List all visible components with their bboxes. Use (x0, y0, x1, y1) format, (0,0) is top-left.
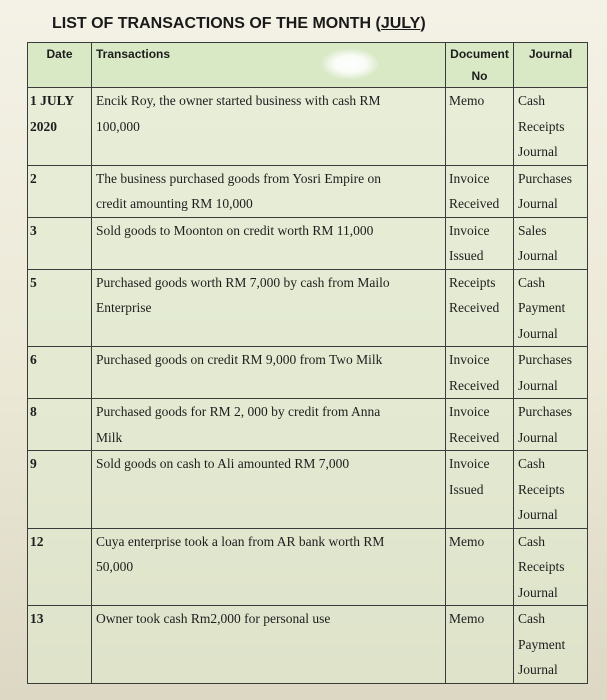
date-line: 9 (30, 456, 37, 471)
journal-line: Cash (518, 533, 545, 549)
light-glare (322, 49, 378, 79)
transaction-cell (92, 451, 446, 529)
transaction-line: Purchased goods for RM 2, 000 by credit from Anna (96, 404, 381, 419)
journal-line: Journal (518, 429, 558, 445)
journal-line: Journal (518, 325, 558, 341)
journal-cell (514, 451, 588, 529)
journal-cell (514, 269, 588, 347)
journal-cell (514, 88, 588, 166)
transaction-cell (92, 217, 446, 269)
journal-cell (514, 347, 588, 399)
transaction-line: Purchased goods on credit RM 9,000 from Two Milk (96, 352, 383, 367)
header-date: Date (28, 43, 92, 88)
journal-cell (514, 528, 588, 606)
document-line: Invoice (449, 456, 490, 471)
journal-line: Purchases (518, 352, 572, 367)
transaction-line: Purchased goods worth RM 7,000 by cash from Mailo (96, 274, 390, 290)
title-main: LIST OF TRANSACTIONS OF THE MONTH ( (52, 15, 381, 32)
date-line: 6 (30, 352, 37, 367)
document-cell (446, 269, 514, 347)
transaction-line: Cuya enterprise took a loan from AR bank worth RM (96, 533, 385, 549)
journal-line: Purchases (518, 404, 572, 419)
date-line: 12 (30, 533, 44, 549)
document-line: Memo (449, 611, 485, 626)
table-row (28, 269, 588, 347)
transaction-line: Enterprise (96, 300, 152, 315)
document-cell (446, 347, 514, 399)
transaction-cell (92, 606, 446, 684)
transaction-line: 100,000 (96, 118, 140, 134)
journal-line: Journal (518, 248, 558, 263)
document-line: Receipts (449, 274, 496, 290)
document-line: Received (449, 377, 500, 393)
date-cell (28, 347, 92, 399)
journal-line: Payment (518, 300, 566, 315)
transaction-line: Milk (96, 429, 123, 445)
table-header-row (28, 43, 588, 88)
date-line: 1 JULY (30, 93, 75, 108)
transaction-cell (92, 399, 446, 451)
transactions-table (27, 42, 588, 684)
document-line: Memo (449, 93, 485, 108)
journal-line: Receipts (518, 481, 565, 497)
document-line: Received (449, 196, 500, 211)
journal-line: Cash (518, 611, 545, 626)
document-cell (446, 399, 514, 451)
document-line: Issued (449, 248, 484, 263)
journal-line: Receipts (518, 559, 565, 574)
document-cell (446, 217, 514, 269)
transaction-cell (92, 347, 446, 399)
document-line: Issued (449, 481, 484, 497)
date-cell (28, 606, 92, 684)
document-line: Invoice (449, 352, 490, 367)
document-line: Received (449, 429, 500, 445)
table-row (28, 88, 588, 166)
journal-line: Journal (518, 507, 558, 522)
transaction-line: 50,000 (96, 559, 134, 574)
transaction-cell (92, 528, 446, 606)
document-cell (446, 88, 514, 166)
journal-cell (514, 399, 588, 451)
transaction-line: Sold goods on cash to Ali amounted RM 7,000 (96, 456, 350, 471)
date-line: 3 (30, 222, 37, 238)
transaction-cell (92, 88, 446, 166)
date-cell (28, 399, 92, 451)
page-title (52, 15, 426, 33)
transaction-line: Sold goods to Moonton on credit worth RM 11,000 (96, 222, 374, 238)
document-line: Received (449, 300, 500, 315)
document-cell (446, 165, 514, 217)
title-month: JULY (380, 15, 421, 32)
document-cell (446, 451, 514, 529)
journal-cell (514, 217, 588, 269)
date-line: 8 (30, 404, 37, 419)
table-row (28, 528, 588, 606)
document-cell (446, 528, 514, 606)
journal-line: Cash (518, 93, 545, 108)
document-line: Invoice (449, 404, 490, 419)
header-transactions: Transactions (92, 43, 446, 88)
journal-cell (514, 165, 588, 217)
journal-line: Sales (518, 222, 547, 238)
header-journal: Journal (514, 43, 588, 88)
table-row (28, 217, 588, 269)
table-row (28, 451, 588, 529)
journal-line: Payment (518, 636, 566, 652)
document-line: Invoice (449, 170, 490, 186)
document-line: Memo (449, 533, 485, 549)
table-row (28, 606, 588, 684)
transaction-line: Encik Roy, the owner started business with cash RM (96, 93, 381, 108)
journal-line: Cash (518, 456, 545, 471)
date-cell (28, 217, 92, 269)
date-cell (28, 269, 92, 347)
table-row (28, 165, 588, 217)
table-row (28, 347, 588, 399)
journal-line: Journal (518, 144, 558, 159)
journal-line: Journal (518, 377, 558, 393)
journal-line: Journal (518, 196, 558, 211)
transaction-line: Owner took cash Rm2,000 for personal use (96, 611, 331, 626)
title-end: ) (420, 15, 426, 32)
journal-line: Purchases (518, 170, 572, 186)
table-row (28, 399, 588, 451)
date-cell (28, 451, 92, 529)
date-line: 2020 (30, 118, 57, 134)
transaction-line: The business purchased goods from Yosri Empire on (96, 170, 381, 186)
journal-line: Journal (518, 584, 558, 600)
header-document-no: Document No (446, 43, 514, 88)
journal-line: Journal (518, 662, 558, 677)
journal-line: Receipts (518, 118, 565, 134)
date-line: 2 (30, 170, 37, 186)
transaction-cell (92, 165, 446, 217)
date-cell (28, 165, 92, 217)
date-cell (28, 88, 92, 166)
document-line: Invoice (449, 222, 490, 238)
journal-cell (514, 606, 588, 684)
date-line: 5 (30, 274, 37, 290)
date-line: 13 (30, 611, 44, 626)
journal-line: Cash (518, 274, 545, 290)
document-cell (446, 606, 514, 684)
transaction-cell (92, 269, 446, 347)
transaction-line: credit amounting RM 10,000 (96, 196, 253, 211)
date-cell (28, 528, 92, 606)
